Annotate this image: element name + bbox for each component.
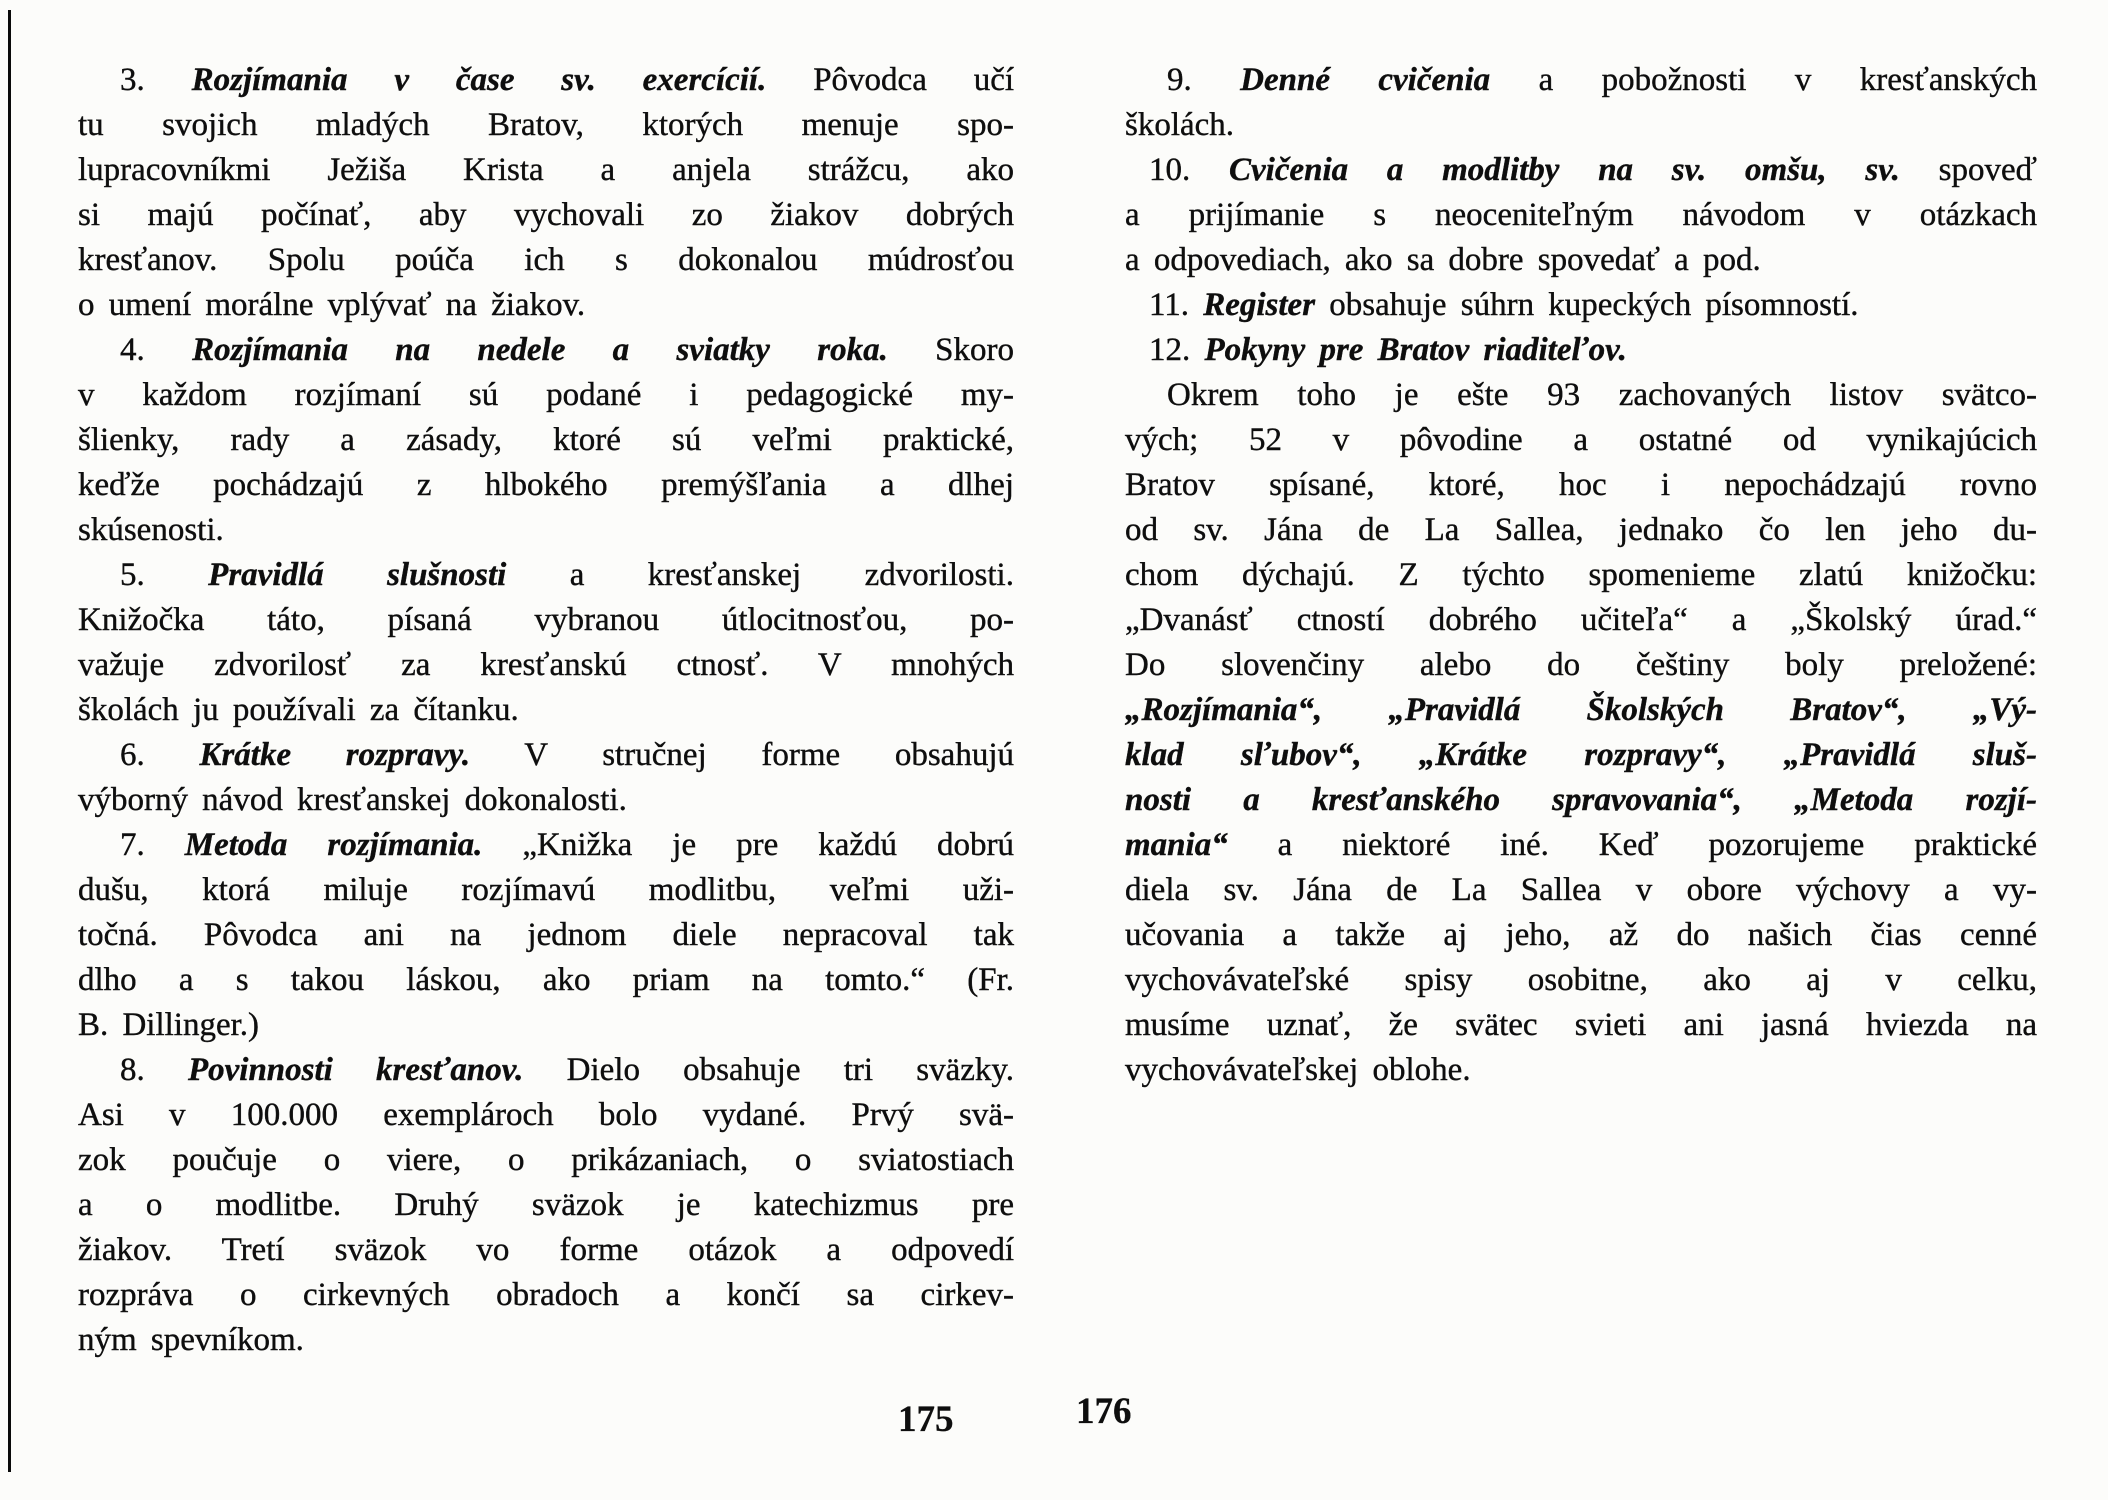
italic-title-segment: mania“ <box>1125 827 1228 863</box>
text-line <box>1125 913 2037 958</box>
italic-title-segment: Krátke rozpravy. <box>199 737 471 773</box>
text-line <box>78 688 1014 733</box>
text-segment: rozpráva o cirkevných obradoch a končí sa cirkev- <box>78 1277 1014 1313</box>
italic-title-segment: Pokyny pre Bratov riaditeľov. <box>1204 332 1627 368</box>
italic-title-segment: klad sľubov“, „Krátke rozpravy“, „Pravidlá sluš- <box>1125 737 2037 773</box>
text-line <box>78 958 1014 1003</box>
text-segment: školách ju používali za čítanku. <box>78 692 519 728</box>
text-segment: 5. <box>120 557 209 593</box>
text-segment: 7. <box>120 827 185 863</box>
text-line <box>1125 643 2037 688</box>
text-line <box>1125 1048 2037 1093</box>
page-number-left: 175 <box>898 1399 954 1440</box>
text-line <box>78 553 1014 598</box>
text-segment: v každom rozjímaní sú podané i pedagogické my- <box>78 377 1014 413</box>
text-segment: V stručnej forme obsahujú <box>470 737 1014 773</box>
text-line <box>78 328 1014 373</box>
text-line <box>1125 328 2037 373</box>
right-page-text-column <box>1125 58 2037 1093</box>
text-segment: a niektoré iné. Keď pozorujeme praktické <box>1227 827 2037 863</box>
text-segment: kresťanov. Spolu poúča ich s dokonalou múdrosťou <box>78 242 1014 278</box>
left-page-text-column <box>78 58 1014 1363</box>
text-segment: 6. <box>120 737 200 773</box>
text-segment: 3. <box>120 62 192 98</box>
text-segment: keďže pochádzajú z hlbokého premýšľania a dlhej <box>78 467 1014 503</box>
text-line <box>1125 823 2037 868</box>
text-line <box>1125 733 2037 778</box>
text-segment: vychovávateľskej oblohe. <box>1125 1052 1471 1088</box>
text-segment: chom dýchajú. Z týchto spomenieme zlatú knižočku: <box>1125 557 2037 593</box>
text-segment: tu svojich mladých Bratov, ktorých menuje spo- <box>78 107 1014 143</box>
text-line <box>78 823 1014 868</box>
text-segment: dušu, ktorá miluje rozjímavú modlitbu, veľmi uži- <box>78 872 1014 908</box>
text-line <box>1125 1003 2037 1048</box>
text-line <box>78 643 1014 688</box>
text-line <box>78 238 1014 283</box>
text-segment: a prijímanie s neoceniteľným návodom v otázkach <box>1125 197 2037 233</box>
text-segment: „Knižka je pre každú dobrú <box>482 827 1014 863</box>
text-segment: 10. <box>1149 152 1229 188</box>
text-segment: a kresťanskej zdvorilosti. <box>506 557 1014 593</box>
text-line <box>78 283 1014 328</box>
text-line <box>78 868 1014 913</box>
text-segment: o umení morálne vplývať na žiakov. <box>78 287 586 323</box>
text-segment: Bratov spísané, ktoré, hoc i nepochádzajú rovno <box>1125 467 2037 503</box>
text-segment: a odpovediach, ako sa dobre spovedať a pod. <box>1125 242 1761 278</box>
text-line <box>1125 193 2037 238</box>
italic-title-segment: Pravidlá slušnosti <box>208 557 507 593</box>
text-line <box>78 1228 1014 1273</box>
italic-title-segment: Denné cvičenia <box>1240 62 1491 98</box>
text-segment: a o modlitbe. Druhý sväzok je katechizmus pre <box>78 1187 1014 1223</box>
text-line <box>1125 688 2037 733</box>
text-line <box>78 373 1014 418</box>
text-line <box>1125 283 2037 328</box>
text-segment: a pobožnosti v kresťanských <box>1490 62 2037 98</box>
text-line <box>1125 553 2037 598</box>
text-segment: šlienky, rady a zásady, ktoré sú veľmi praktické, <box>78 422 1014 458</box>
text-segment: Dielo obsahuje tri sväzky. <box>523 1052 1014 1088</box>
text-segment: 8. <box>120 1052 188 1088</box>
text-line <box>78 463 1014 508</box>
text-segment: „Dvanásť ctností dobrého učiteľa“ a „Školský úrad.“ <box>1125 602 2037 638</box>
italic-title-segment: Cvičenia a modlitby na sv. omšu, sv. <box>1229 152 1900 188</box>
text-line <box>78 598 1014 643</box>
text-segment: 11. <box>1149 287 1204 323</box>
text-line <box>78 913 1014 958</box>
text-segment: obsahuje súhrn kupeckých písomností. <box>1315 287 1859 323</box>
text-segment: vých; 52 v pôvodine a ostatné od vynikajúcich <box>1125 422 2037 458</box>
italic-title-segment: Rozjímania v čase sv. exercícií. <box>191 62 767 98</box>
text-line <box>78 1048 1014 1093</box>
text-segment: výborný návod kresťanskej dokonalosti. <box>78 782 627 818</box>
text-segment: zok poučuje o viere, o prikázaniach, o sviatostiach <box>78 1142 1014 1178</box>
text-segment: 4. <box>120 332 193 368</box>
text-line <box>1125 463 2037 508</box>
text-segment: učovania a takže aj jeho, až do našich čias cenné <box>1125 917 2037 953</box>
text-line <box>1125 958 2037 1003</box>
text-segment: Pôvodca učí <box>766 62 1015 98</box>
text-segment: Asi v 100.000 exemplároch bolo vydané. Prvý svä- <box>78 1097 1014 1133</box>
text-segment: vychovávateľské spisy osobitne, ako aj v celku, <box>1125 962 2037 998</box>
text-segment: musíme uznať, že svätec svieti ani jasná hviezda na <box>1125 1007 2037 1043</box>
text-line <box>1125 58 2037 103</box>
text-segment: B. Dillinger.) <box>78 1007 260 1043</box>
text-segment: žiakov. Tretí sväzok vo forme otázok a odpovedí <box>78 1232 1014 1268</box>
text-segment: Skoro <box>887 332 1014 368</box>
text-line <box>1125 418 2037 463</box>
text-segment: Okrem toho je ešte 93 zachovaných listov svätco- <box>1167 377 2037 413</box>
text-line <box>1125 508 2037 553</box>
text-line <box>78 418 1014 463</box>
italic-title-segment: Register <box>1203 287 1316 323</box>
text-segment: lupracovníkmi Ježiša Krista a anjela strážcu, ako <box>78 152 1014 188</box>
text-line <box>78 508 1014 553</box>
italic-title-segment: Rozjímania na nedele a sviatky roka. <box>192 332 888 368</box>
italic-title-segment: Metoda rozjímania. <box>184 827 483 863</box>
text-line <box>78 733 1014 778</box>
text-line <box>1125 778 2037 823</box>
italic-title-segment: „Rozjímania“, „Pravidlá Školských Bratov“, „Vý- <box>1125 692 2037 728</box>
text-line <box>78 1138 1014 1183</box>
italic-title-segment: Povinnosti kresťanov. <box>187 1052 524 1088</box>
text-segment: 9. <box>1167 62 1241 98</box>
text-line <box>1125 598 2037 643</box>
text-segment: od sv. Jána de La Sallea, jednako čo len jeho du- <box>1125 512 2037 548</box>
text-line <box>78 1318 1014 1363</box>
text-segment: spoveď <box>1899 152 2037 188</box>
text-segment: diela sv. Jána de La Sallea v obore výchovy a vy- <box>1125 872 2037 908</box>
text-segment: školách. <box>1125 107 1235 143</box>
text-line <box>78 103 1014 148</box>
text-segment: točná. Pôvodca ani na jednom diele nepracoval tak <box>78 917 1014 953</box>
text-line <box>78 58 1014 103</box>
text-line <box>78 778 1014 823</box>
text-line <box>1125 238 2037 283</box>
scan-edge-artifact <box>8 10 11 1472</box>
text-line <box>1125 103 2037 148</box>
text-line <box>1125 148 2037 193</box>
text-segment: si majú počínať, aby vychovali zo žiakov dobrých <box>78 197 1014 233</box>
text-line <box>78 1093 1014 1138</box>
text-line <box>78 1003 1014 1048</box>
text-segment: ným spevníkom. <box>78 1322 304 1358</box>
text-segment: 12. <box>1149 332 1205 368</box>
italic-title-segment: nosti a kresťanského spravovania“, „Metoda rozjí- <box>1125 782 2037 818</box>
text-segment: Knižočka táto, písaná vybranou útlocitnosťou, po- <box>78 602 1014 638</box>
text-line <box>78 1183 1014 1228</box>
text-segment: dlho a s takou láskou, ako priam na tomto.“ (Fr. <box>78 962 1014 998</box>
text-line <box>1125 373 2037 418</box>
text-segment: važuje zdvorilosť za kresťanskú ctnosť. V mnohých <box>78 647 1014 683</box>
text-line <box>78 148 1014 193</box>
text-segment: Do slovenčiny alebo do češtiny boly preložené: <box>1125 647 2037 683</box>
text-segment: skúsenosti. <box>78 512 224 548</box>
text-line <box>1125 868 2037 913</box>
text-line <box>78 1273 1014 1318</box>
page-number-right: 176 <box>1076 1391 1132 1432</box>
text-line <box>78 193 1014 238</box>
